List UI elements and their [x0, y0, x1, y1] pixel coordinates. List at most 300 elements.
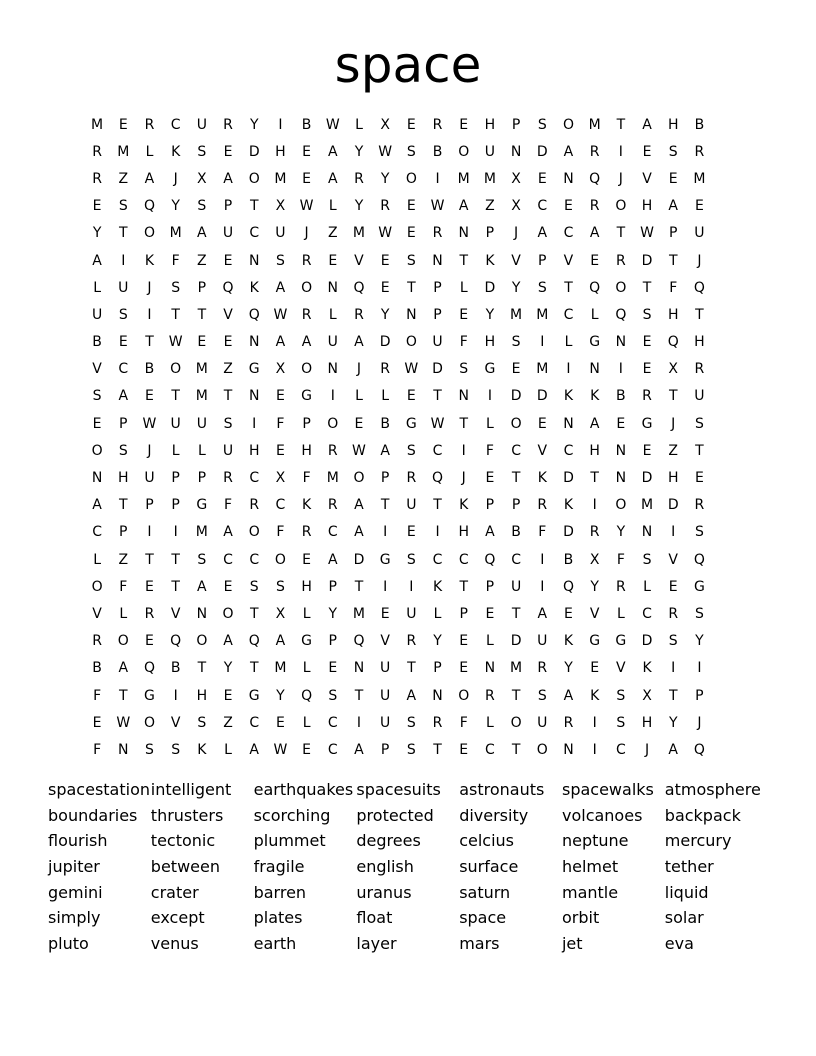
grid-letter: U — [510, 578, 522, 595]
grid-letter: K — [537, 470, 547, 487]
grid-letter: P — [328, 578, 337, 595]
grid-letter: E — [459, 116, 469, 133]
grid-letter: T — [354, 578, 364, 595]
grid-letter: A — [327, 551, 338, 568]
grid-letter: D — [248, 143, 260, 160]
grid-letter: R — [537, 660, 548, 677]
grid-letter: J — [644, 741, 650, 758]
grid-letter: P — [302, 415, 311, 432]
grid-letter: S — [145, 741, 154, 758]
grid-letter: Y — [433, 633, 442, 650]
grid-letter: A — [589, 415, 600, 432]
grid-letter: B — [694, 116, 705, 133]
grid-row — [84, 519, 713, 546]
grid-letter: P — [668, 225, 678, 242]
grid-letter: R — [354, 306, 364, 323]
grid-row — [84, 628, 713, 655]
grid-letter: I — [461, 442, 466, 459]
grid-letter: C — [249, 225, 260, 242]
grid-letter: R — [301, 306, 312, 323]
grid-letter: P — [197, 279, 207, 296]
grid-letter: T — [197, 660, 207, 677]
grid-letter: N — [563, 415, 574, 432]
grid-letter: Q — [143, 660, 155, 677]
grid-letter: H — [694, 334, 705, 351]
grid-letter: F — [616, 551, 625, 568]
grid-letter: A — [301, 334, 312, 351]
grid-letter: G — [589, 633, 601, 650]
grid-letter: H — [301, 578, 312, 595]
grid-letter: N — [458, 388, 469, 405]
grid-letter: O — [510, 714, 522, 731]
grid-letter: E — [197, 334, 207, 351]
grid-row — [84, 736, 713, 763]
word-bank-item: flourish — [48, 831, 108, 851]
grid-row — [84, 356, 713, 383]
grid-letter: E — [380, 605, 390, 622]
grid-letter: N — [248, 388, 260, 405]
grid-letter: S — [171, 741, 181, 758]
grid-letter: S — [537, 116, 547, 133]
grid-letter: F — [302, 470, 311, 487]
grid-letter: R — [406, 633, 417, 650]
grid-letter: M — [326, 470, 339, 487]
grid-letter: P — [171, 470, 180, 487]
grid-letter: Y — [92, 225, 102, 242]
grid-letter: Q — [353, 633, 365, 650]
grid-letter: H — [641, 714, 653, 731]
grid-letter: M — [640, 497, 654, 514]
grid-letter: Q — [170, 633, 182, 650]
grid-letter: I — [409, 578, 414, 595]
word-bank-item: atmosphere — [664, 780, 761, 800]
grid-letter: C — [563, 306, 574, 323]
grid-letter: E — [302, 741, 312, 758]
grid-letter: S — [642, 306, 652, 323]
grid-letter: E — [223, 578, 233, 595]
grid-letter: C — [118, 361, 129, 378]
grid-letter: C — [563, 225, 574, 242]
grid-letter: G — [589, 334, 601, 351]
word-bank-item: earth — [253, 933, 297, 953]
grid-letter: L — [486, 633, 494, 650]
grid-letter: N — [118, 741, 129, 758]
grid-row — [84, 383, 713, 410]
grid-letter: U — [144, 470, 155, 487]
grid-letter: I — [592, 497, 597, 514]
word-bank-item: pluto — [48, 933, 89, 953]
grid-letter: E — [694, 470, 704, 487]
grid-letter: A — [354, 524, 364, 541]
grid-letter: Y — [249, 116, 259, 133]
grid-letter: X — [668, 361, 679, 378]
grid-letter: G — [615, 633, 627, 650]
grid-letter: Y — [223, 660, 233, 677]
word-bank-item: neptune — [561, 831, 629, 851]
grid-letter: E — [459, 306, 469, 323]
grid-letter: Z — [485, 198, 495, 215]
grid-letter: E — [668, 578, 678, 595]
grid-letter: N — [327, 361, 339, 378]
grid-letter: G — [301, 633, 313, 650]
grid-letter: A — [223, 170, 233, 187]
grid-letter: H — [667, 306, 679, 323]
grid-letter: E — [537, 170, 547, 187]
grid-letter: U — [432, 334, 443, 351]
grid-letter: G — [405, 415, 417, 432]
grid-letter: X — [275, 361, 286, 378]
grid-letter: R — [694, 143, 705, 160]
grid-letter: A — [144, 170, 155, 187]
word-bank-item: mercury — [664, 831, 732, 851]
grid-row — [84, 410, 713, 437]
grid-row — [84, 464, 713, 491]
grid-letter: R — [537, 497, 548, 514]
grid-letter: E — [92, 415, 102, 432]
grid-letter: S — [406, 143, 416, 160]
grid-letter: U — [275, 225, 286, 242]
grid-letter: Q — [562, 578, 574, 595]
grid-letter: M — [693, 170, 706, 187]
word-bank-item: barren — [253, 882, 307, 902]
grid-letter: E — [275, 714, 285, 731]
grid-letter: Q — [432, 470, 444, 487]
grid-letter: E — [564, 198, 573, 215]
grid-row — [84, 600, 713, 627]
grid-letter: O — [301, 279, 313, 296]
grid-letter: U — [222, 225, 234, 242]
word-bank-item: layer — [356, 933, 397, 953]
grid-letter: N — [196, 605, 208, 622]
grid-letter: F — [459, 334, 468, 351]
grid-letter: L — [302, 714, 311, 731]
grid-letter: E — [328, 252, 338, 269]
grid-letter: Z — [118, 170, 129, 187]
grid-letter: E — [223, 687, 233, 704]
grid-letter: J — [147, 279, 152, 296]
grid-letter: E — [302, 551, 312, 568]
word-bank-item: scorching — [253, 805, 331, 825]
grid-letter: R — [432, 714, 443, 731]
word-bank-item: english — [356, 857, 414, 877]
grid-letter: G — [693, 578, 705, 595]
grid-letter: K — [171, 143, 181, 160]
grid-letter: V — [223, 306, 233, 323]
grid-letter: O — [510, 415, 522, 432]
grid-letter: R — [432, 225, 443, 242]
grid-letter: U — [91, 306, 103, 323]
grid-letter: K — [642, 660, 652, 677]
grid-letter: N — [248, 334, 260, 351]
grid-letter: T — [564, 279, 573, 296]
grid-letter: W — [640, 225, 654, 242]
grid-row — [84, 247, 713, 274]
grid-letter: J — [147, 442, 152, 459]
grid-letter: S — [197, 198, 207, 215]
grid-letter: F — [459, 714, 468, 731]
grid-letter: P — [538, 252, 547, 269]
grid-letter: I — [487, 388, 492, 405]
grid-letter: Y — [354, 143, 364, 160]
grid-letter: Q — [248, 306, 260, 323]
word-bank-item: simply — [48, 908, 101, 928]
grid-letter: E — [459, 633, 469, 650]
grid-letter: A — [92, 252, 102, 269]
grid-letter: I — [566, 361, 571, 378]
grid-letter: W — [273, 741, 288, 758]
grid-letter: Y — [380, 306, 390, 323]
grid-letter: A — [354, 334, 364, 351]
grid-letter: T — [616, 116, 626, 133]
grid-letter: E — [354, 415, 364, 432]
grid-letter: S — [197, 143, 207, 160]
grid-letter: C — [432, 442, 443, 459]
grid-letter: S — [537, 279, 547, 296]
grid-letter: I — [592, 741, 597, 758]
grid-letter: D — [536, 388, 548, 405]
grid-letter: I — [618, 361, 623, 378]
grid-letter: I — [147, 524, 152, 541]
grid-letter: I — [540, 551, 545, 568]
grid-letter: H — [667, 470, 679, 487]
grid-letter: B — [301, 116, 312, 133]
grid-letter: O — [615, 497, 627, 514]
grid-letter: D — [510, 633, 522, 650]
grid-letter: I — [671, 660, 676, 677]
grid-letter: G — [379, 551, 391, 568]
grid-letter: C — [170, 116, 181, 133]
grid-row — [84, 437, 713, 464]
grid-letter: U — [222, 442, 234, 459]
grid-letter: E — [406, 198, 416, 215]
grid-letter: L — [302, 605, 311, 622]
grid-letter: E — [590, 252, 600, 269]
grid-letter: Q — [589, 170, 601, 187]
grid-letter: D — [641, 633, 653, 650]
grid-letter: I — [540, 334, 545, 351]
grid-letter: A — [589, 225, 600, 242]
grid-letter: L — [486, 415, 494, 432]
grid-letter: T — [695, 306, 704, 323]
grid-letter: N — [248, 252, 260, 269]
grid-letter: W — [352, 442, 366, 459]
grid-letter: F — [119, 578, 128, 595]
grid-letter: N — [510, 143, 522, 160]
grid-letter: P — [119, 415, 128, 432]
grid-letter: E — [459, 660, 469, 677]
grid-letter: N — [615, 442, 627, 459]
grid-letter: F — [224, 497, 233, 514]
grid-letter: R — [642, 388, 652, 405]
grid-letter: A — [380, 442, 390, 459]
grid-letter: T — [171, 578, 180, 595]
grid-letter: O — [615, 198, 627, 215]
grid-letter: C — [275, 497, 286, 514]
word-bank-item: tether — [664, 857, 714, 877]
grid-letter: O — [222, 605, 234, 622]
grid-letter: I — [435, 524, 440, 541]
grid-letter: C — [249, 551, 260, 568]
grid-letter: A — [537, 605, 548, 622]
grid-letter: T — [407, 279, 416, 296]
grid-letter: U — [694, 225, 705, 242]
grid-letter: T — [119, 497, 128, 514]
grid-letter: I — [697, 660, 702, 677]
grid-letter: L — [459, 279, 468, 296]
grid-row — [84, 655, 713, 682]
grid-letter: Y — [564, 660, 573, 677]
grid-letter: D — [484, 279, 496, 296]
grid-letter: S — [406, 442, 416, 459]
grid-letter: E — [564, 605, 573, 622]
word-bank-item: tectonic — [150, 831, 216, 851]
grid-letter: S — [694, 415, 704, 432]
grid-letter: Q — [693, 551, 705, 568]
grid-letter: L — [433, 605, 442, 622]
grid-letter: T — [511, 687, 521, 704]
grid-letter: X — [589, 551, 600, 568]
grid-letter: W — [378, 225, 393, 242]
grid-letter: R — [92, 633, 102, 650]
grid-letter: L — [355, 388, 363, 405]
grid-letter: Y — [276, 687, 285, 704]
grid-letter: R — [223, 470, 233, 487]
grid-letter: Q — [353, 279, 365, 296]
grid-letter: U — [406, 497, 417, 514]
grid-letter: T — [354, 687, 364, 704]
grid-letter: H — [118, 470, 129, 487]
grid-letter: C — [249, 470, 260, 487]
grid-row — [84, 193, 713, 220]
grid-letter: T — [119, 687, 128, 704]
grid-letter: T — [433, 741, 442, 758]
grid-letter: E — [406, 225, 416, 242]
grid-letter: R — [354, 170, 364, 187]
grid-letter: E — [223, 252, 233, 269]
grid-letter: M — [536, 306, 549, 323]
grid-letter: V — [537, 442, 548, 459]
grid-letter: X — [642, 687, 652, 704]
grid-letter: T — [511, 470, 521, 487]
grid-letter: R — [301, 524, 312, 541]
word-bank-item: plates — [253, 908, 303, 928]
grid-letter: Y — [695, 633, 704, 650]
grid-letter: M — [510, 660, 523, 677]
grid-letter: S — [406, 714, 416, 731]
grid-letter: E — [118, 334, 128, 351]
grid-letter: N — [406, 306, 417, 323]
grid-letter: S — [668, 143, 678, 160]
grid-letter: K — [590, 388, 600, 405]
grid-letter: P — [433, 660, 442, 677]
grid-letter: M — [352, 225, 366, 242]
grid-letter: V — [511, 252, 521, 269]
grid-letter: K — [144, 252, 155, 269]
grid-letter: N — [432, 687, 443, 704]
grid-letter: P — [119, 524, 128, 541]
grid-letter: E — [380, 252, 390, 269]
grid-letter: O — [117, 633, 129, 650]
grid-letter: O — [248, 524, 260, 541]
grid-letter: P — [433, 306, 442, 323]
grid-letter: Q — [301, 687, 313, 704]
grid-letter: B — [432, 143, 443, 160]
word-bank-item: plummet — [253, 831, 326, 851]
grid-letter: U — [484, 143, 496, 160]
grid-letter: R — [485, 687, 495, 704]
grid-letter: O — [91, 442, 103, 459]
grid-letter: O — [143, 225, 155, 242]
grid-letter: E — [302, 170, 312, 187]
grid-letter: N — [563, 170, 574, 187]
grid-letter: I — [278, 116, 283, 133]
grid-letter: P — [433, 279, 442, 296]
grid-letter: N — [327, 279, 339, 296]
grid-letter: P — [511, 116, 521, 133]
grid-letter: O — [405, 334, 417, 351]
grid-letter: T — [668, 252, 678, 269]
grid-letter: M — [457, 170, 470, 187]
grid-letter: S — [616, 687, 626, 704]
grid-letter: Q — [143, 198, 155, 215]
grid-letter: L — [197, 442, 206, 459]
grid-letter: A — [458, 198, 469, 215]
grid-letter: E — [92, 198, 102, 215]
grid-letter: O — [196, 633, 208, 650]
grid-letter: C — [511, 551, 521, 568]
grid-letter: S — [694, 605, 704, 622]
grid-row — [84, 301, 713, 328]
grid-letter: G — [301, 388, 313, 405]
grid-letter: B — [616, 388, 626, 405]
grid-letter: H — [484, 334, 496, 351]
grid-letter: T — [249, 660, 259, 677]
grid-letter: R — [589, 198, 600, 215]
grid-letter: O — [91, 578, 103, 595]
word-bank-item: degrees — [356, 831, 421, 851]
grid-letter: D — [563, 524, 574, 541]
grid-letter: T — [380, 497, 390, 514]
grid-letter: R — [144, 116, 155, 133]
grid-letter: O — [170, 361, 182, 378]
grid-letter: D — [510, 388, 522, 405]
grid-letter: V — [563, 252, 574, 269]
grid-letter: V — [354, 252, 364, 269]
grid-letter: R — [694, 497, 705, 514]
grid-letter: J — [671, 415, 676, 432]
grid-letter: R — [589, 143, 600, 160]
grid-letter: M — [195, 361, 208, 378]
grid-letter: C — [327, 524, 338, 541]
grid-letter: J — [618, 170, 623, 187]
grid-letter: M — [274, 170, 287, 187]
grid-letter: K — [432, 578, 443, 595]
grid-row — [84, 573, 713, 600]
word-bank-item: liquid — [664, 882, 709, 902]
grid-letter: O — [405, 170, 417, 187]
grid-letter: Y — [328, 605, 338, 622]
grid-letter: I — [356, 714, 362, 731]
grid-letter: S — [616, 714, 626, 731]
grid-letter: Q — [615, 306, 627, 323]
grid-letter: J — [514, 225, 519, 242]
word-bank-item: mars — [459, 933, 500, 953]
grid-letter: K — [249, 279, 259, 296]
grid-row — [84, 682, 713, 709]
grid-letter: D — [379, 334, 391, 351]
grid-letter: F — [171, 252, 180, 269]
grid-letter: A — [197, 578, 207, 595]
